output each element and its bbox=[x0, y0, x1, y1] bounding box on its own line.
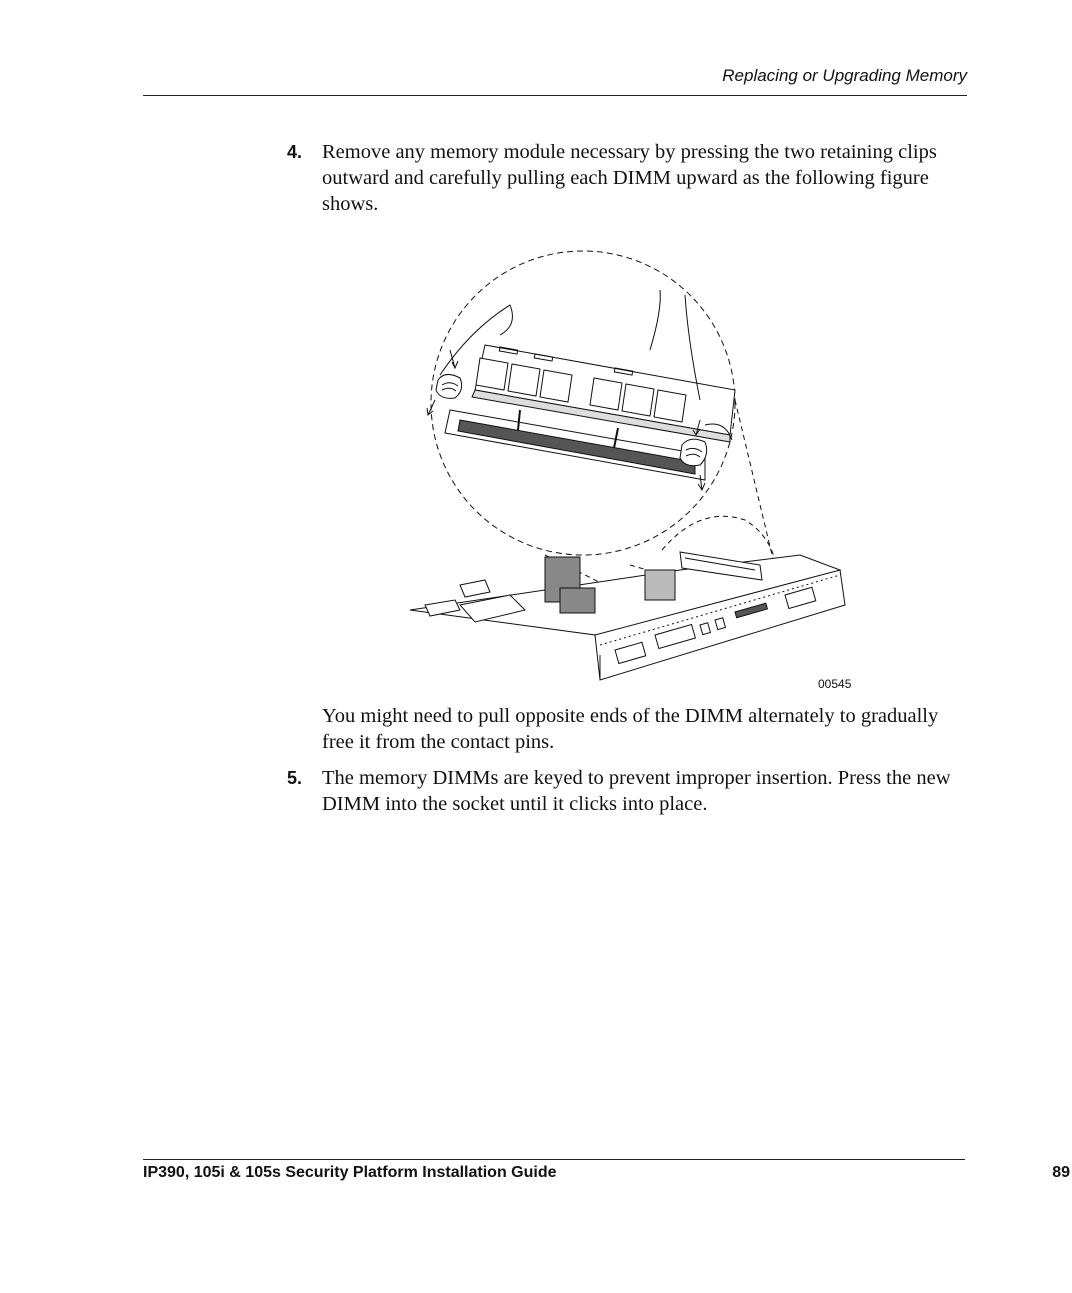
header-divider bbox=[143, 95, 967, 96]
step-number: 5. bbox=[287, 768, 303, 788]
step-text: Remove any memory module necessary by pressing the two retaining clips outward and carefully pulling each DIMM upward as the following figure shows. bbox=[322, 141, 937, 215]
step-text: The memory DIMMs are keyed to prevent improper insertion. Press the new DIMM into the socket until it clicks into place. bbox=[322, 767, 951, 815]
footer-title: IP390, 105i & 105s Security Platform Installation Guide bbox=[143, 1164, 557, 1181]
figure-label: 00545 bbox=[818, 677, 852, 691]
page-number: 89 bbox=[1052, 1164, 1070, 1181]
dimm-removal-figure bbox=[400, 250, 860, 700]
system-board bbox=[410, 552, 845, 680]
footer-divider bbox=[143, 1159, 965, 1160]
note-paragraph: You might need to pull opposite ends of the DIMM alternately to gradually free it from the contact pins. bbox=[322, 705, 939, 753]
running-header: Replacing or Upgrading Memory bbox=[722, 66, 967, 85]
step-number: 4. bbox=[287, 142, 303, 162]
